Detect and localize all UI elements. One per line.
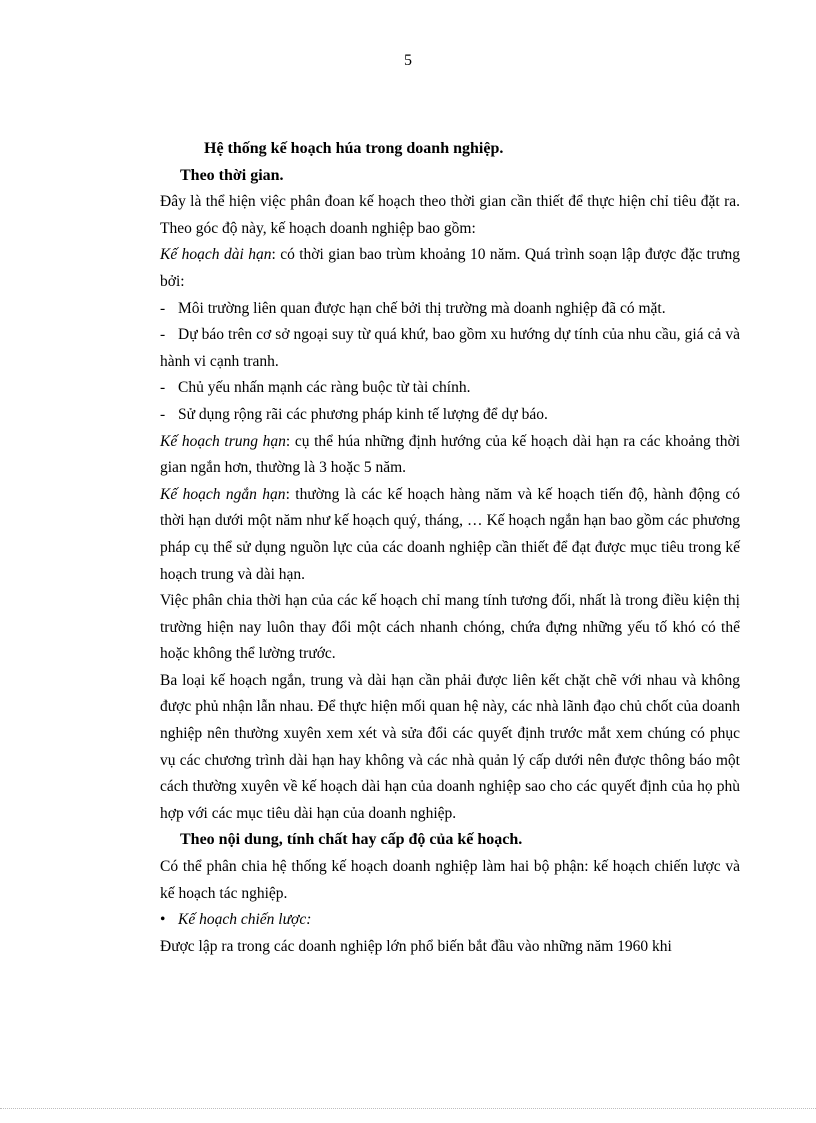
text-mid-term: : cụ thể húa những định hướng của kế hoạch dài hạn ra các khoảng thời gian ngắn hơn, thường là 3 hoặc 5 năm.: [160, 432, 741, 477]
dash-marker: -: [160, 326, 166, 344]
dash-item: [160, 296, 740, 323]
label-mid-term: Kế hoạch trung hạn: [160, 432, 286, 450]
dash-marker: -: [160, 299, 166, 317]
paragraph-relative: Việc phân chia thời hạn của các kế hoạch chỉ mang tính tương đối, nhất là trong điều kiện thị trường hiện nay luôn thay đổi một cách nhanh chóng, chứa đựng những yếu tố khó có thể hoặc không thể lường trước.: [160, 592, 740, 663]
label-strategic: Kế hoạch chiến lược:: [178, 911, 312, 929]
paragraph-intro: Đây là thể hiện việc phân đoan kế hoạch theo thời gian cần thiết để thực hiện chỉ tiêu đặt ra. Theo góc độ này, kế hoạch doanh nghiệp bao gồm:: [160, 193, 740, 237]
dash-item-text: Sử dụng rộng rãi các phương pháp kinh tế lượng để dự báo.: [178, 405, 548, 423]
paragraph-last: Được lập ra trong các doanh nghiệp lớn phổ biến bắt đầu vào những năm 1960 khi: [160, 937, 672, 955]
paragraph-split: Có thể phân chia hệ thống kế hoạch doanh nghiệp làm hai bộ phận: kế hoạch chiến lược và kế hoạch tác nghiệp.: [160, 858, 740, 902]
paragraph-mid-term: [160, 429, 740, 482]
page-bottom-border: [0, 1108, 816, 1109]
heading-by-time: Theo thời gian.: [180, 166, 284, 184]
text-long-term: : có thời gian bao trùm khoảng 10 năm. Quá trình soạn lập được đặc trưng bởi:: [160, 246, 741, 290]
label-short-term: Kế hoạch ngắn hạn: [160, 485, 286, 503]
dash-marker: -: [160, 405, 166, 423]
paragraph-link: Ba loại kế hoạch ngắn, trung và dài hạn cần phải được liên kết chặt chẽ với nhau và không được phủ nhận lẫn nhau. Để thực hiện mối quan hệ này, các nhà lãnh đạo chủ chốt của doanh nghiệp nên thường xuyên xem xét và sửa đổi các quyết định trước mắt xem chúng có phục vụ các chương trình dài hạn hay không và các nhà quản lý cấp dưới nên được thông báo một cách thường xuyên về kế hoạch dài hạn của doanh nghiệp sao cho các quyết định của họ phù hợp với các mục tiêu dài hạn của doanh nghiệp.: [160, 671, 740, 822]
dash-item-text: Môi trường liên quan được hạn chế bởi thị trường mà doanh nghiệp đã có mặt.: [178, 299, 666, 317]
dash-item-text: Chủ yếu nhấn mạnh các ràng buộc từ tài chính.: [178, 379, 471, 397]
paragraph-short-term: [160, 482, 740, 588]
text-short-term: : thường là các kế hoạch hàng năm và kế hoạch tiến độ, hành động có thời hạn dưới một năm như kế hoạch quý, tháng, … Kế hoạch ngắn hạn bao gồm các phương pháp cụ thể sử dụng nguồn lực của các doanh nghiệp cần thiết để đạt được mục tiêu trong kế hoạch trung và dài hạn.: [160, 485, 740, 583]
dash-item: [160, 402, 740, 429]
heading-planning-system: Hệ thống kế hoạch húa trong doanh nghiệp.: [204, 140, 504, 157]
label-long-term: Kế hoạch dài hạn: [160, 246, 272, 264]
heading-by-content: Theo nội dung, tính chất hay cấp độ của kế hoạch.: [180, 831, 523, 849]
page-number: 5: [404, 52, 412, 69]
dash-item: [160, 322, 740, 375]
dash-item-text: Dự báo trên cơ sở ngoại suy từ quá khứ, bao gồm xu hướng dự tính của nhu cầu, giá cả và hành vi cạnh tranh.: [160, 326, 740, 370]
document-body: [160, 136, 740, 960]
bullet-dot-icon: •: [160, 911, 166, 929]
dash-item: [160, 375, 740, 402]
dash-marker: -: [160, 379, 166, 397]
bullet-item-strategic: [160, 907, 740, 934]
paragraph-long-term: [160, 242, 740, 295]
